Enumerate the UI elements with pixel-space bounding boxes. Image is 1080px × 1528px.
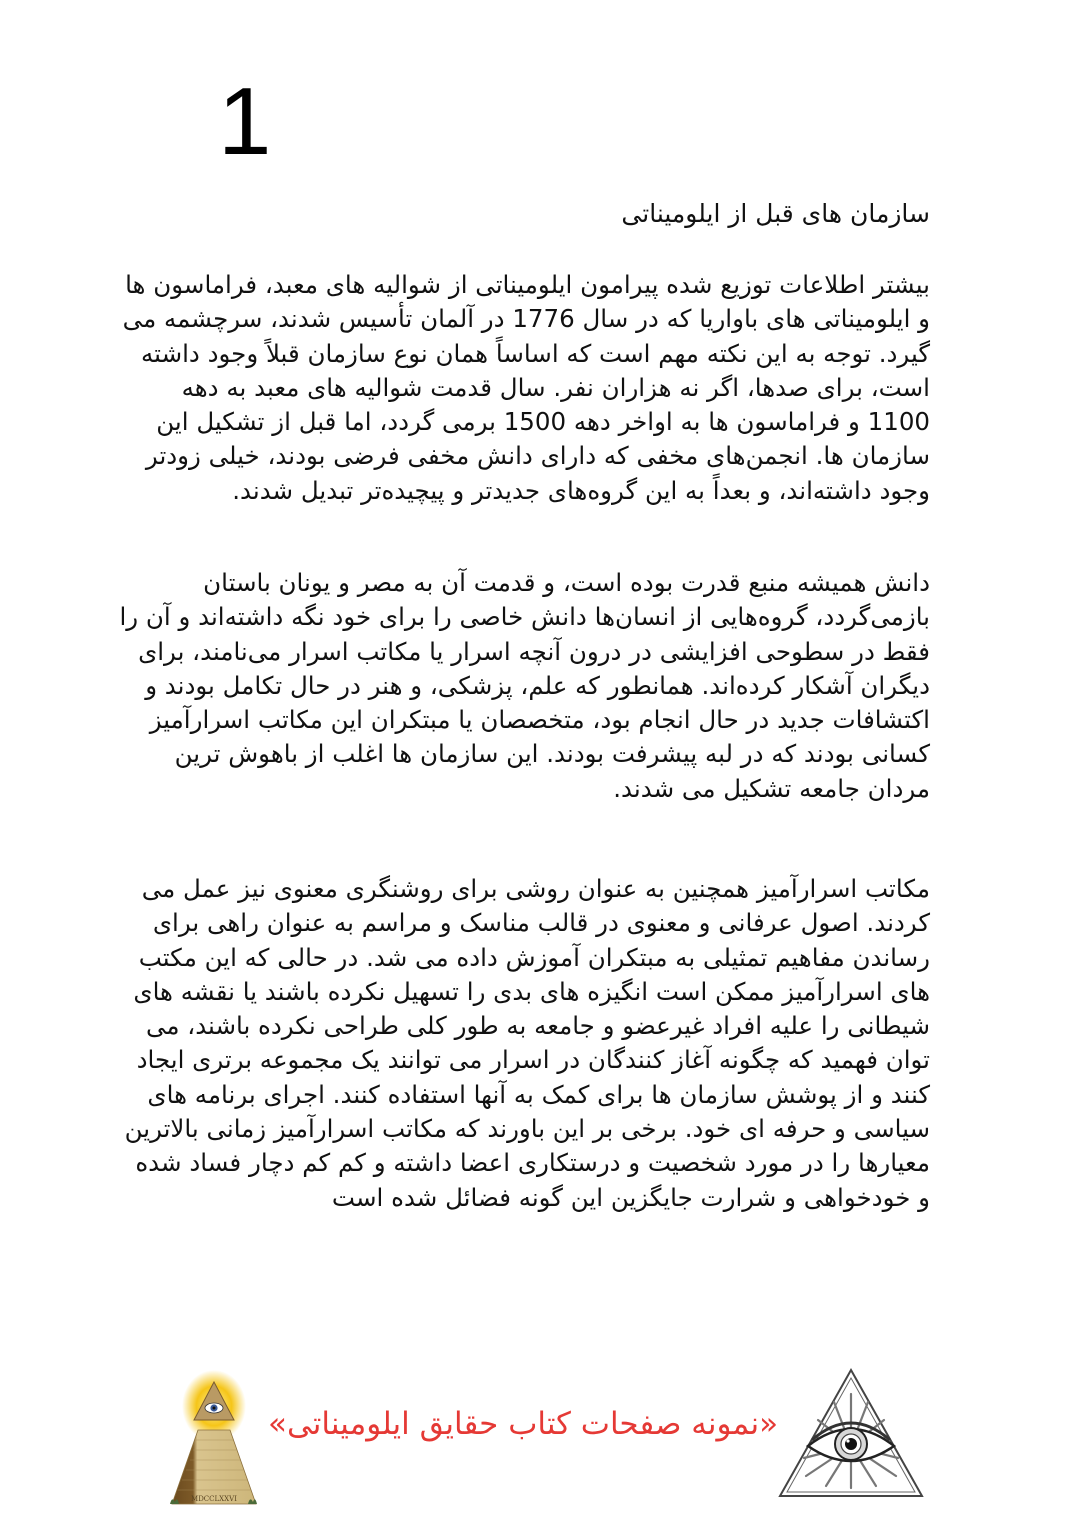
paragraph-line: توان فهمید که چگونه آغاز کنندگان در اسرار می توانند یک مجموعه برتری ایجاد: [136, 1045, 930, 1075]
footer-banner: [0, 1360, 1080, 1520]
paragraph-line: گیرد. توجه به این نکته مهم است که اساساً همان نوع سازمان قبلاً وجود داشته: [141, 338, 930, 368]
paragraph-line: مکاتب اسرارآمیز همچنین به عنوان روشی برای روشنگری معنوی نیز عمل می: [141, 874, 930, 903]
paragraph-line: دانش همیشه منبع قدرت بوده است، و قدمت آن به مصر و یونان باستان: [203, 568, 930, 597]
page-number: 1: [218, 68, 272, 175]
paragraph-line: فقط در سطوحی افزایشی در درون آنچه اسرار یا مکاتب اسرار می‌نامند، برای: [138, 636, 930, 666]
paragraph-3: [125, 872, 930, 1215]
paragraph-line: 1100 و فراماسون ها به اواخر دهه 1500 برمی گردد، اما قبل از تشکیل این: [156, 407, 930, 437]
paragraph-line: شیطانی را علیه افراد غیرعضو و جامعه به طور کلی طراحی نکرده باشند، می: [145, 1011, 930, 1041]
paragraph-line: و ایلومیناتی های باواریا که در سال 1776 در آلمان تأسیس شدند، سرچشمه می: [122, 304, 930, 334]
paragraph-line: معیارها را در مورد شخصیت و درستکاری اعضا داشته و کم کم دچار فساد شده: [135, 1148, 930, 1178]
paragraph-line: مردان جامعه تشکیل می شدند.: [613, 773, 930, 803]
paragraph-line: دیگران آشکار کرده‌اند. همانطور که علم، پزشکی، و هنر در حال تکامل بودند و: [145, 670, 930, 700]
paragraph-line: و خودخواهی و شرارت جایگزین این گونه فضائل شده است: [331, 1182, 930, 1212]
paragraph-line: کنند و از پوشش سازمان ها برای کمک به آنها استفاده کنند. اجرای برنامه های: [147, 1079, 930, 1109]
paragraph-line: وجود داشته‌اند، و بعداً به این گروه‌های جدیدتر و پیچیده‌تر تبدیل شدند.: [232, 475, 930, 505]
paragraph-line: بازمی‌گردد، گروه‌هایی از انسان‌ها دانش خاصی را برای خود نگه داشته‌اند و آن را: [119, 602, 930, 632]
paragraph-2: [119, 566, 930, 806]
pyramid-inscription: MDCCLXXVI: [191, 1495, 237, 1503]
chapter-title: سازمان های قبل از ایلومیناتی: [621, 199, 930, 228]
paragraph-line: کردند. اصول عرفانی و معنوی در قالب مناسک و مراسم به عنوان راهی برای: [152, 908, 930, 938]
eye-triangle-icon: [776, 1366, 926, 1500]
paragraph-line: سیاسی و حرفه ای خود. برخی بر این باورند که مکاتب اسرارآمیز زمانی بالاترین: [124, 1114, 930, 1144]
paragraph-line: است، برای صدها، اگر نه هزاران نفر. سال قدمت شوالیه های معبد به دهه: [181, 372, 930, 402]
paragraph-1: [123, 268, 930, 508]
footer-caption: «نمونه صفحات کتاب حقایق ایلومیناتی»: [268, 1406, 779, 1442]
paragraph-line: سازمان ها. انجمن‌های مخفی که دارای دانش مخفی فرضی بودند، خیلی زودتر: [145, 441, 930, 471]
paragraph-line: اکتشافات جدید در حال انجام بود، متخصصان یا مبتکران این مکاتب اسرارآمیز: [149, 705, 930, 735]
paragraph-line: بیشتر اطلاعات توزیع شده پیرامون ایلومیناتی از شوالیه های معبد، فراماسون ها: [125, 270, 930, 299]
paragraph-line: رساندن مفاهیم تمثیلی به مبتکران آموزش داده می شد. در حالی که این مکتب: [138, 942, 930, 972]
paragraph-line: کسانی بودند که در لبه پیشرفت بودند. این سازمان ها اغلب از باهوش ترین: [174, 739, 930, 769]
pyramid-eye-icon: [168, 1368, 260, 1514]
paragraph-line: های اسرارآمیز ممکن است انگیزه های بدی را تسهیل نکرده باشند یا نقشه های: [133, 976, 930, 1006]
